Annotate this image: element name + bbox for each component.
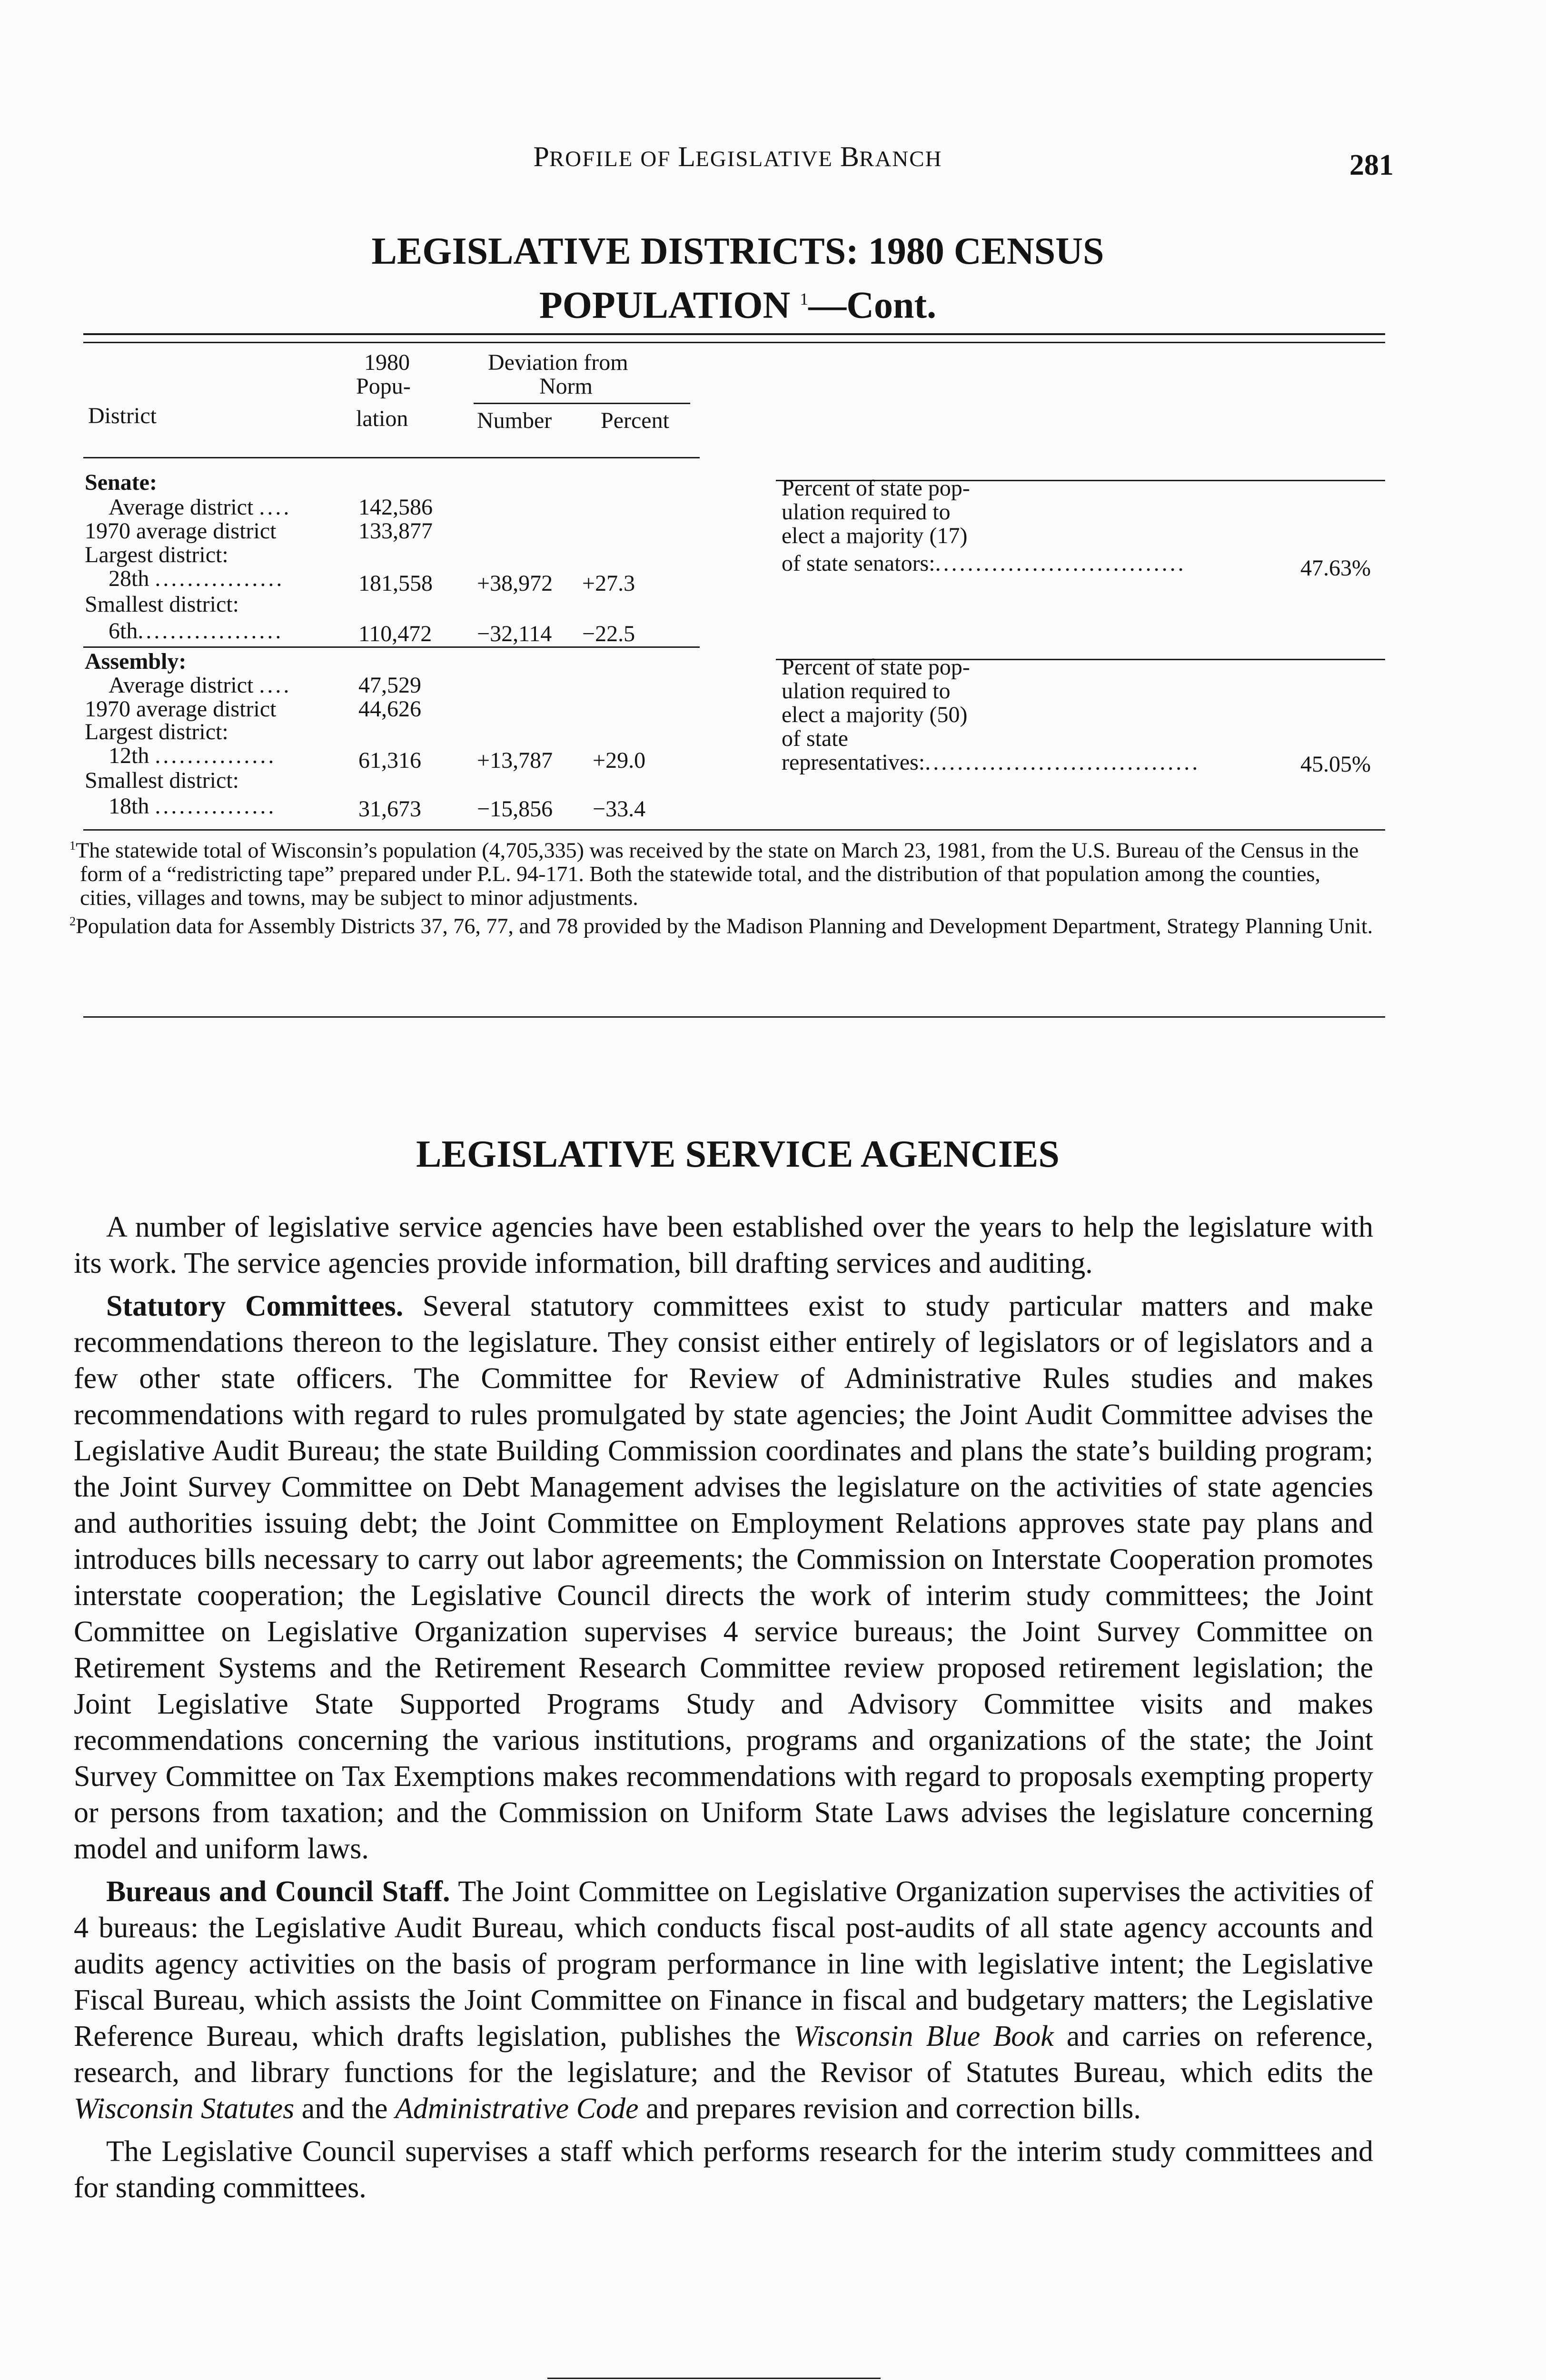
assembly-note-2: ulation required to xyxy=(782,678,951,704)
senate-bottom-rule xyxy=(83,646,700,648)
page-number: 281 xyxy=(1349,149,1394,181)
senate-smallest-label: Smallest district: xyxy=(85,592,239,617)
assembly-smallest-num: −15,856 xyxy=(477,796,553,822)
senate-1970-pop: 133,877 xyxy=(358,518,433,544)
header-district: District xyxy=(88,403,157,428)
table-title-line1: LEGISLATIVE DISTRICTS: 1980 CENSUS xyxy=(371,230,1104,272)
table-bottom-rule xyxy=(83,829,1385,831)
senate-largest-name: 28th ................ xyxy=(109,566,285,591)
section-separator xyxy=(83,1016,1385,1018)
senate-smallest-pct: −22.5 xyxy=(582,621,635,646)
senate-1970-label: 1970 average district xyxy=(85,518,277,544)
table-top-rule-2 xyxy=(83,342,1385,343)
assembly-largest-pop: 61,316 xyxy=(358,748,421,773)
paragraph-council-staff: The Legislative Council supervises a staff which performs research for the interim study committees and for standing committees. xyxy=(74,2135,1373,2204)
table-title xyxy=(0,228,1476,329)
header-pop-3: lation xyxy=(356,406,408,431)
header-percent: Percent xyxy=(601,408,669,433)
senate-largest-pct: +27.3 xyxy=(582,571,635,596)
senate-avg-pop: 142,586 xyxy=(358,495,433,520)
assembly-note-1: Percent of state pop- xyxy=(782,654,970,680)
senate-note-1: Percent of state pop- xyxy=(782,476,970,501)
assembly-largest-name: 12th ............... xyxy=(109,743,277,768)
table-footnotes xyxy=(69,834,1375,938)
assembly-smallest-pop: 31,673 xyxy=(358,796,421,822)
header-bottom-rule xyxy=(83,457,700,458)
senate-note-2: ulation required to xyxy=(782,499,951,525)
assembly-smallest-name: 18th ............... xyxy=(109,793,277,819)
senate-note-3: elect a majority (17) xyxy=(782,523,968,548)
assembly-note-value: 45.05% xyxy=(1300,752,1371,777)
header-deviation-rule xyxy=(474,403,690,404)
paragraph-bureaus: Bureaus and Council Staff. The Joint Committee on Legislative Organization supervises the activities of 4 bureaus: the Legislative Audit Bureau, which conducts fiscal post-audits of all state agency accounts and audits agency activities on the basis of program performance in line with legislative intent; the Legislative Fiscal Bureau, which assists the Joint Committee on Finance in fiscal and budgetary matters; the Legislative Reference Bureau, which drafts legislation, publishes the Wisconsin Blue Book and carries on reference, research, and library functions for the legislature; and the Revisor of Statutes Bureau, which edits the Wisconsin Statutes and the Administrative Code and prepares revision and correction bills. xyxy=(74,1875,1374,2125)
paragraph-statutory-committees: Statutory Committees. Several statutory committees exist to study particular matters and make recommendations thereon to the legislature. They consist either entirely of legislators or of legislators and a few other state officers. The Committee for Review of Administrative Rules studies and makes recommendations with regard to rules promulgated by state agencies; the Joint Audit Committee advises the Legislative Audit Bureau; the state Building Commission coordinates and plans the state’s building program; the Joint Survey Committee on Debt Management advises the legislature on the activities of state agencies and authorities issuing debt; the Joint Committee on Employment Relations approves state pay plans and introduces bills necessary to carry out labor agreements; the Commission on Interstate Cooperation promotes interstate cooperation; the Legislative Council directs the work of interim study committees; the Joint Committee on Legislative Organization supervises 4 service bureaus; the Joint Survey Committee on Retirement Systems and the Retirement Research Committee review proposed retirement legislation; the Joint Legislative State Supported Programs Study and Advisory Committee visits and makes recommendations concerning the various institutions, programs and organizations of the state; the Joint Survey Committee on Tax Exemptions makes recommendations with regard to proposals exempting property or persons from taxation; and the Commission on Uniform State Laws advises the legislature concerning model and uniform laws. xyxy=(74,1290,1373,1865)
assembly-avg-pop: 47,529 xyxy=(358,673,421,698)
senate-smallest-pop: 110,472 xyxy=(358,621,432,646)
senate-note-value: 47.63% xyxy=(1300,555,1371,581)
senate-note-4: of state senators:............................... xyxy=(782,551,1186,576)
assembly-largest-num: +13,787 xyxy=(477,748,553,773)
section-body xyxy=(74,1209,1373,2212)
assembly-smallest-label: Smallest district: xyxy=(85,768,239,793)
paragraph-intro: A number of legislative service agencies have been established over the years to help the legislature with its work. The service agencies provide information, bill drafting services and auditing. xyxy=(74,1211,1373,1279)
senate-label: Senate: xyxy=(85,470,157,495)
assembly-largest-label: Largest district: xyxy=(85,719,228,744)
senate-largest-pop: 181,558 xyxy=(358,571,433,596)
assembly-note-3: elect a majority (50) xyxy=(782,702,968,727)
header-deviation-2: Norm xyxy=(539,374,593,399)
senate-smallest-name: 6th.................. xyxy=(109,618,284,644)
assembly-note-5: representatives:.................................. xyxy=(782,750,1200,775)
header-pop-2: Popu- xyxy=(356,374,411,399)
senate-smallest-num: −32,114 xyxy=(477,621,552,646)
table-top-rule xyxy=(83,333,1385,335)
assembly-label: Assembly: xyxy=(85,649,187,674)
assembly-largest-pct: +29.0 xyxy=(593,748,646,773)
assembly-smallest-pct: −33.4 xyxy=(593,796,646,822)
footnote-2: $^2$Population data for Assembly Districts 37, 76, 77, and 78 provided by the Madison Planning and Development Department, Strategy Planning Unit. xyxy=(69,913,1373,938)
title-footnote-mark: 1 xyxy=(800,289,809,308)
header-deviation-1: Deviation from xyxy=(488,350,628,375)
header-number: Number xyxy=(477,408,552,433)
running-head: PROFILE OF LEGISLATIVE BRANCH xyxy=(533,141,942,172)
assembly-note-4: of state xyxy=(782,726,848,751)
assembly-1970-pop: 44,626 xyxy=(358,696,421,722)
table-title-line2: POPULATION $^1$—Cont. xyxy=(539,284,937,327)
senate-avg-label: Average district .... xyxy=(109,495,292,520)
senate-largest-num: +38,972 xyxy=(477,571,553,596)
footnote-1: $^1$The statewide total of Wisconsin’s population (4,705,335) was received by the state on March 23, 1981, from the U.S. Bureau of the Census in the form of a “redistricting tape” prepared under P.L. 94-171. Both the statewide total, and the distribution of that population among the counties, cities, villages and towns, may be subject to minor adjustments. xyxy=(69,838,1359,910)
header-pop-1: 1980 xyxy=(364,350,410,375)
end-rule xyxy=(547,2378,881,2379)
section-title: LEGISLATIVE SERVICE AGENCIES xyxy=(416,1133,1060,1175)
assembly-1970-label: 1970 average district xyxy=(85,696,277,722)
assembly-avg-label: Average district .... xyxy=(109,673,292,698)
senate-largest-label: Largest district: xyxy=(85,542,228,567)
